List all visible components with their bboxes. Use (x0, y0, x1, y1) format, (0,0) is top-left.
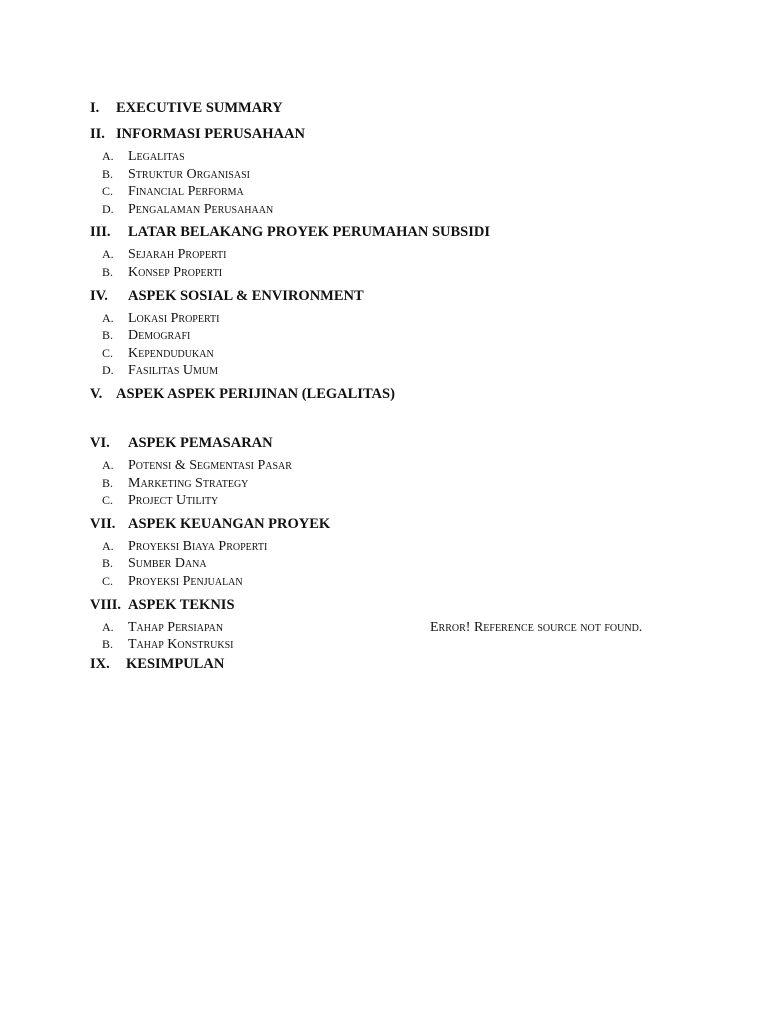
section-numeral: IV. (90, 287, 108, 304)
list-item (90, 148, 710, 166)
section-numeral: VII. (90, 515, 116, 532)
list-item (90, 492, 710, 510)
section-aspek-teknis (90, 595, 710, 654)
subsection-label: Tahap Persiapan (128, 619, 224, 635)
subsection-list (90, 619, 710, 654)
section-title: ASPEK PEMASARAN (128, 434, 273, 451)
section-heading (90, 286, 710, 306)
subsection-list (90, 457, 710, 510)
section-heading (90, 595, 710, 615)
subsection-list (90, 148, 710, 218)
section-numeral: II. (90, 126, 105, 142)
section-title: ASPEK TEKNIS (128, 596, 235, 613)
section-heading (90, 384, 710, 404)
subsection-label: Financial Performa (128, 184, 244, 200)
section-heading (90, 222, 710, 242)
list-item (90, 264, 710, 282)
section-aspek-pemasaran (90, 433, 710, 510)
section-heading (90, 433, 710, 453)
section-title: ASPEK ASPEK PERIJINAN (LEGALITAS) (116, 385, 395, 402)
subsection-letter: A. (102, 310, 114, 325)
subsection-list (90, 538, 710, 591)
subsection-label: Demografi (128, 328, 191, 344)
section-heading (90, 654, 710, 674)
section-title: ASPEK SOSIAL & ENVIRONMENT (128, 287, 364, 304)
list-item (90, 166, 710, 184)
section-latar-belakang (90, 222, 710, 281)
subsection-label: Kependudukan (128, 345, 214, 361)
subsection-label: Proyeksi Biaya Properti (128, 538, 268, 554)
subsection-label: Konsep Properti (128, 264, 223, 280)
list-item (90, 555, 710, 573)
list-item (90, 362, 710, 380)
section-numeral: IX. (90, 655, 110, 672)
table-of-contents (90, 98, 710, 674)
section-heading (90, 514, 710, 534)
reference-error-text: Error! Reference source not found. (430, 619, 643, 635)
section-title: LATAR BELAKANG PROYEK PERUMAHAN SUBSIDI (128, 224, 490, 241)
subsection-letter: C. (102, 345, 114, 360)
subsection-label: Lokasi Properti (128, 310, 220, 326)
section-informasi-perusahaan (90, 124, 710, 218)
subsection-label: Project Utility (128, 493, 219, 509)
subsection-list (90, 246, 710, 281)
list-item (90, 310, 710, 328)
subsection-label: Pengalaman Perusahaan (128, 201, 274, 217)
section-numeral: V. (90, 385, 103, 402)
subsection-letter: B. (102, 166, 114, 181)
subsection-letter: A. (102, 149, 114, 163)
list-item (90, 538, 710, 556)
section-executive-summary (90, 98, 710, 118)
subsection-letter: B. (102, 637, 114, 652)
list-item (90, 573, 710, 591)
list-item (90, 246, 710, 264)
subsection-label: Tahap Konstruksi (128, 637, 234, 653)
subsection-label: Sumber Dana (128, 556, 207, 572)
section-heading (90, 124, 710, 144)
list-item (90, 327, 710, 345)
list-item (90, 183, 710, 201)
section-heading (90, 98, 710, 118)
section-title: INFORMASI PERUSAHAAN (116, 126, 305, 142)
section-kesimpulan (90, 654, 710, 674)
subsection-letter: B. (102, 475, 114, 490)
subsection-label: Fasilitas Umum (128, 363, 219, 379)
subsection-label: Struktur Organisasi (128, 166, 250, 182)
list-item (90, 201, 710, 219)
subsection-label: Marketing Strategy (128, 475, 249, 491)
subsection-label: Legalitas (128, 149, 185, 164)
subsection-letter: B. (102, 556, 114, 571)
list-item (90, 475, 710, 493)
subsection-letter: A. (102, 247, 114, 262)
subsection-letter: C. (102, 184, 114, 199)
section-title: ASPEK KEUANGAN PROYEK (128, 515, 331, 532)
list-item (90, 636, 710, 654)
subsection-label: Potensi & Segmentasi Pasar (128, 457, 292, 473)
subsection-letter: C. (102, 493, 114, 508)
subsection-list (90, 310, 710, 380)
section-aspek-perijinan (90, 384, 710, 404)
subsection-letter: D. (102, 363, 114, 378)
subsection-label: Sejarah Properti (128, 247, 227, 263)
section-title: EXECUTIVE SUMMARY (116, 100, 283, 116)
section-aspek-sosial (90, 286, 710, 380)
section-aspek-keuangan (90, 514, 710, 591)
subsection-letter: B. (102, 264, 114, 279)
section-numeral: III. (90, 224, 111, 241)
section-title: KESIMPULAN (126, 655, 225, 672)
list-item (90, 345, 710, 363)
section-numeral: I. (90, 100, 100, 116)
subsection-letter: A. (102, 619, 114, 634)
subsection-letter: A. (102, 538, 114, 553)
list-item (90, 619, 710, 637)
subsection-letter: D. (102, 201, 114, 216)
subsection-letter: B. (102, 328, 114, 343)
section-numeral: VI. (90, 434, 110, 451)
subsection-label: Proyeksi Penjualan (128, 573, 243, 589)
subsection-letter: A. (102, 457, 114, 472)
section-numeral: VIII. (90, 596, 122, 613)
subsection-letter: C. (102, 573, 114, 588)
list-item (90, 457, 710, 475)
